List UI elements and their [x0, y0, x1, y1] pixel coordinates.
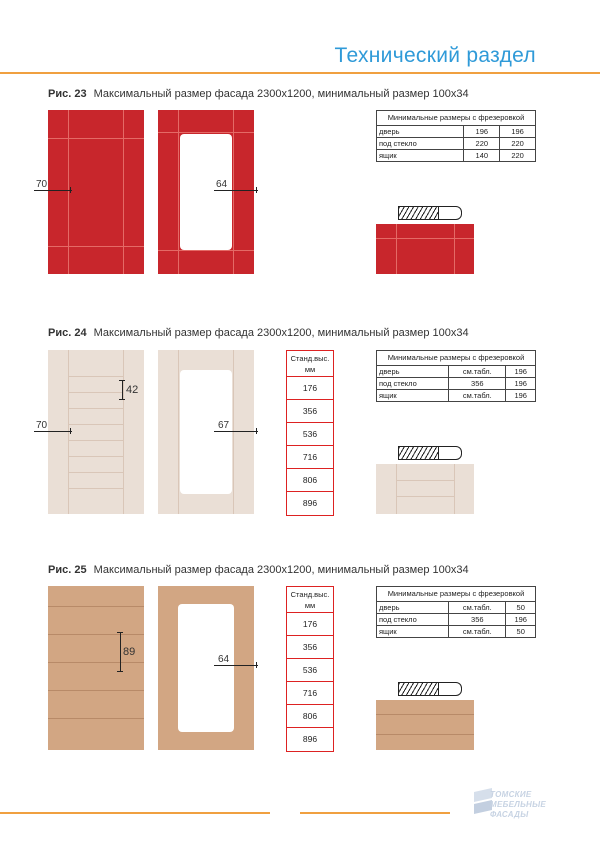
- figure-caption-23: [48, 88, 469, 100]
- figure-label: Рис. 23: [48, 88, 87, 100]
- dim-frame-width: 67: [218, 420, 230, 431]
- list-item: 536: [287, 423, 333, 446]
- facade-24-glass: [158, 350, 254, 514]
- dim-frame-width: 70: [36, 179, 48, 190]
- min-size-table: [376, 110, 536, 162]
- facade-24-solid: [48, 350, 144, 514]
- milling-profile: [398, 206, 462, 220]
- facade-23-sample: [376, 224, 474, 274]
- figure-label: Рис. 24: [48, 327, 87, 339]
- figure-text: Максимальный размер фасада 2300х1200, минимальный размер 100х34: [93, 88, 469, 100]
- table-row: под стекло 356 196: [377, 614, 536, 626]
- glass-opening: [180, 134, 232, 250]
- standard-heights-table: [286, 586, 334, 752]
- logo-text: ФАСАДЫ: [490, 810, 529, 819]
- table-row: ящик 140 220: [377, 150, 536, 162]
- table-row: ящик см.табл. 50: [377, 626, 536, 638]
- table-header: Минимальные размеры с фрезеровкой: [377, 351, 536, 366]
- table-row: под стекло 356 196: [377, 378, 536, 390]
- facade-25-sample: [376, 700, 474, 750]
- dim-frame-width: 64: [216, 179, 228, 190]
- list-item: 536: [287, 659, 333, 682]
- table-row: под стекло 220 220: [377, 138, 536, 150]
- facade-25-glass: [158, 586, 254, 750]
- footer-rule: [0, 812, 270, 814]
- figure-caption-25: [48, 564, 469, 576]
- list-item: 896: [302, 498, 318, 508]
- glass-opening: [180, 370, 232, 494]
- facade-23-glass: [158, 110, 254, 274]
- dim-groove-pitch: 42: [126, 384, 139, 396]
- table-row: дверь см.табл. 50: [377, 602, 536, 614]
- facade-23-solid: [48, 110, 144, 274]
- list-item: 806: [287, 705, 333, 728]
- figure-text: Максимальный размер фасада 2300х1200, минимальный размер 100х34: [93, 564, 469, 576]
- milling-profile: [398, 446, 462, 460]
- figure-caption-24: [48, 327, 469, 339]
- dim-groove-pitch: 89: [123, 646, 136, 658]
- standard-heights-table: [286, 350, 334, 516]
- logo-text: ТОМСКИЕ: [490, 790, 532, 799]
- table-row: дверь см.табл. 196: [377, 366, 536, 378]
- stand-header: Станд.выс. мм: [287, 587, 333, 613]
- glass-opening: [178, 604, 234, 732]
- table-header: Минимальные размеры с фрезеровкой: [377, 111, 536, 126]
- table-row: ящик см.табл. 196: [377, 390, 536, 402]
- min-size-table: [376, 586, 536, 638]
- stand-header: Станд.выс. мм: [287, 351, 333, 377]
- list-item: 176: [287, 377, 333, 400]
- dim-frame-width: 64: [218, 654, 230, 665]
- dim-frame-width: 70: [36, 420, 48, 431]
- facade-24-sample: [376, 464, 474, 514]
- list-item: 716: [287, 446, 333, 469]
- min-size-table: [376, 350, 536, 402]
- list-item: 176: [287, 613, 333, 636]
- header-rule: [0, 72, 600, 74]
- list-item: 356: [287, 636, 333, 659]
- facade-25-solid: [48, 586, 144, 750]
- milling-profile: [398, 682, 462, 696]
- page-title: Технический раздел: [334, 44, 536, 67]
- footer-rule: [300, 812, 450, 814]
- list-item: 716: [287, 682, 333, 705]
- logo-text: МЕБЕЛЬНЫЕ: [490, 800, 547, 809]
- figure-label: Рис. 25: [48, 564, 87, 576]
- table-row: дверь 196 196: [377, 126, 536, 138]
- company-logo: [470, 782, 560, 826]
- list-item: 356: [287, 400, 333, 423]
- table-header: Минимальные размеры с фрезеровкой: [377, 587, 536, 602]
- list-item: 806: [287, 469, 333, 492]
- list-item: 896: [302, 734, 318, 744]
- figure-text: Максимальный размер фасада 2300х1200, минимальный размер 100х34: [93, 327, 469, 339]
